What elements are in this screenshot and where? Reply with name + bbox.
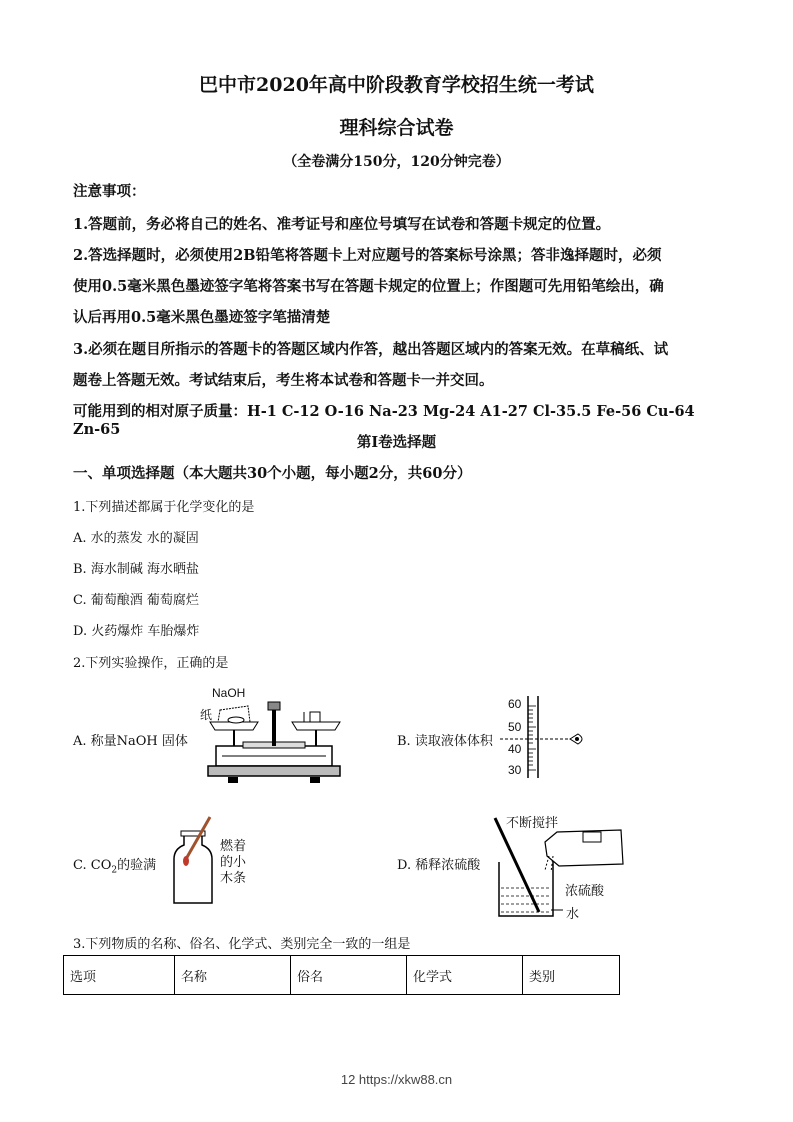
q1-option-d: D. 火药爆炸 车胎爆炸 (73, 624, 200, 639)
tick-30: 30 (508, 763, 522, 777)
table-header-cell: 选项 (64, 956, 175, 995)
burning-stick-label (220, 838, 246, 886)
table-header-cell: 名称 (175, 956, 291, 995)
table-header-cell: 类别 (523, 956, 620, 995)
note-item-1: 1.答题前，务必将自己的姓名、准考证号和座位号填写在试卷和答题卡规定的位置。 (73, 216, 611, 233)
table-header-cell: 俗名 (291, 956, 407, 995)
score-note: （全卷满分150分，120分钟完卷） (283, 154, 510, 170)
note-item-2-line-1: 2.答选择题时，必须使用2B铅笔将答题卡上对应题号的答案标号涂黑；答非逸择题时，必须 (73, 247, 662, 264)
question-1-stem: 1.下列描述都属于化学变化的是 (73, 500, 255, 515)
tick-40: 40 (508, 742, 522, 756)
water-label: 水 (566, 906, 580, 921)
gas-bottle-drawing (170, 815, 220, 907)
note-item-2-line-2: 使用0.5毫米黑色墨迹签字笔将答案书写在答题卡规定的位置上；作图题可先用铅笔绘出，确 (73, 278, 664, 295)
gas-bottle-figure (170, 815, 220, 907)
acid-label: 浓硫酸 (565, 883, 605, 898)
stir-label: 不断搅拌 (506, 815, 559, 830)
q3-options-table (63, 955, 620, 995)
q1-option-c: C. 葡萄酿酒 葡萄腐烂 (73, 593, 199, 608)
exam-title: 巴中市2020年高中阶段教育学校招生统一考试 (199, 74, 594, 96)
burning-stick-label-3: 木条 (220, 870, 247, 885)
q2-option-a: A. 称量NaOH 固体 (73, 734, 188, 749)
q2-option-d: D. 稀释浓硫酸 (397, 858, 481, 873)
burning-stick-label-2: 的小 (220, 854, 247, 869)
q2-option-c-subscript: 2 (111, 865, 118, 876)
naoh-label: NaOH (212, 686, 246, 700)
q1-option-b: B. 海水制碱 海水晒盐 (73, 562, 199, 577)
atomic-masses: 可能用到的相对原子质量：H-1 C-12 O-16 Na-23 Mg-24 A1-27 Cl-35.5 Fe-56 Cu-64 Zn-65 (73, 403, 695, 438)
q2-option-c-suffix: 的验满 (117, 858, 157, 873)
section-heading: 一、单项选择题（本大题共30个小题，每小题2分，共60分） (73, 465, 472, 482)
question-3-stem: 3.下列物质的名称、俗名、化学式、类别完全一致的一组是 (73, 937, 411, 952)
part-title: 第Ⅰ卷选择题 (356, 434, 437, 451)
burning-stick-label-1: 燃着 (220, 838, 247, 853)
note-item-3-line-1: 3.必须在题目所指示的答题卡的答题区域内作答，越出答题区域内的答案无效。在草稿纸、试 (73, 341, 669, 358)
q2-option-b: B. 读取液体体积 (397, 734, 493, 749)
tick-50: 50 (508, 720, 522, 734)
q2-option-c (73, 854, 156, 876)
table-header-cell: 化学式 (407, 956, 523, 995)
question-2-stem: 2.下列实验操作，正确的是 (73, 656, 229, 671)
note-item-3-line-2: 题卷上答题无效。考试结束后，考生将本试卷和答题卡一并交回。 (73, 372, 494, 389)
note-item-2-line-3: 认后再用0.5毫米黑色墨迹签字笔描清楚 (73, 309, 331, 326)
tick-60: 60 (508, 697, 522, 711)
paper-label: 纸 (200, 708, 213, 722)
exam-subtitle: 理科综合试卷 (339, 117, 454, 139)
page-footer: 12 https://xkw88.cn (340, 1072, 453, 1087)
notes-heading: 注意事项： (73, 183, 146, 200)
table-header-row (64, 956, 620, 995)
q2-option-c-prefix: C. CO (73, 858, 112, 873)
q1-option-a: A. 水的蒸发 水的凝固 (73, 531, 199, 546)
